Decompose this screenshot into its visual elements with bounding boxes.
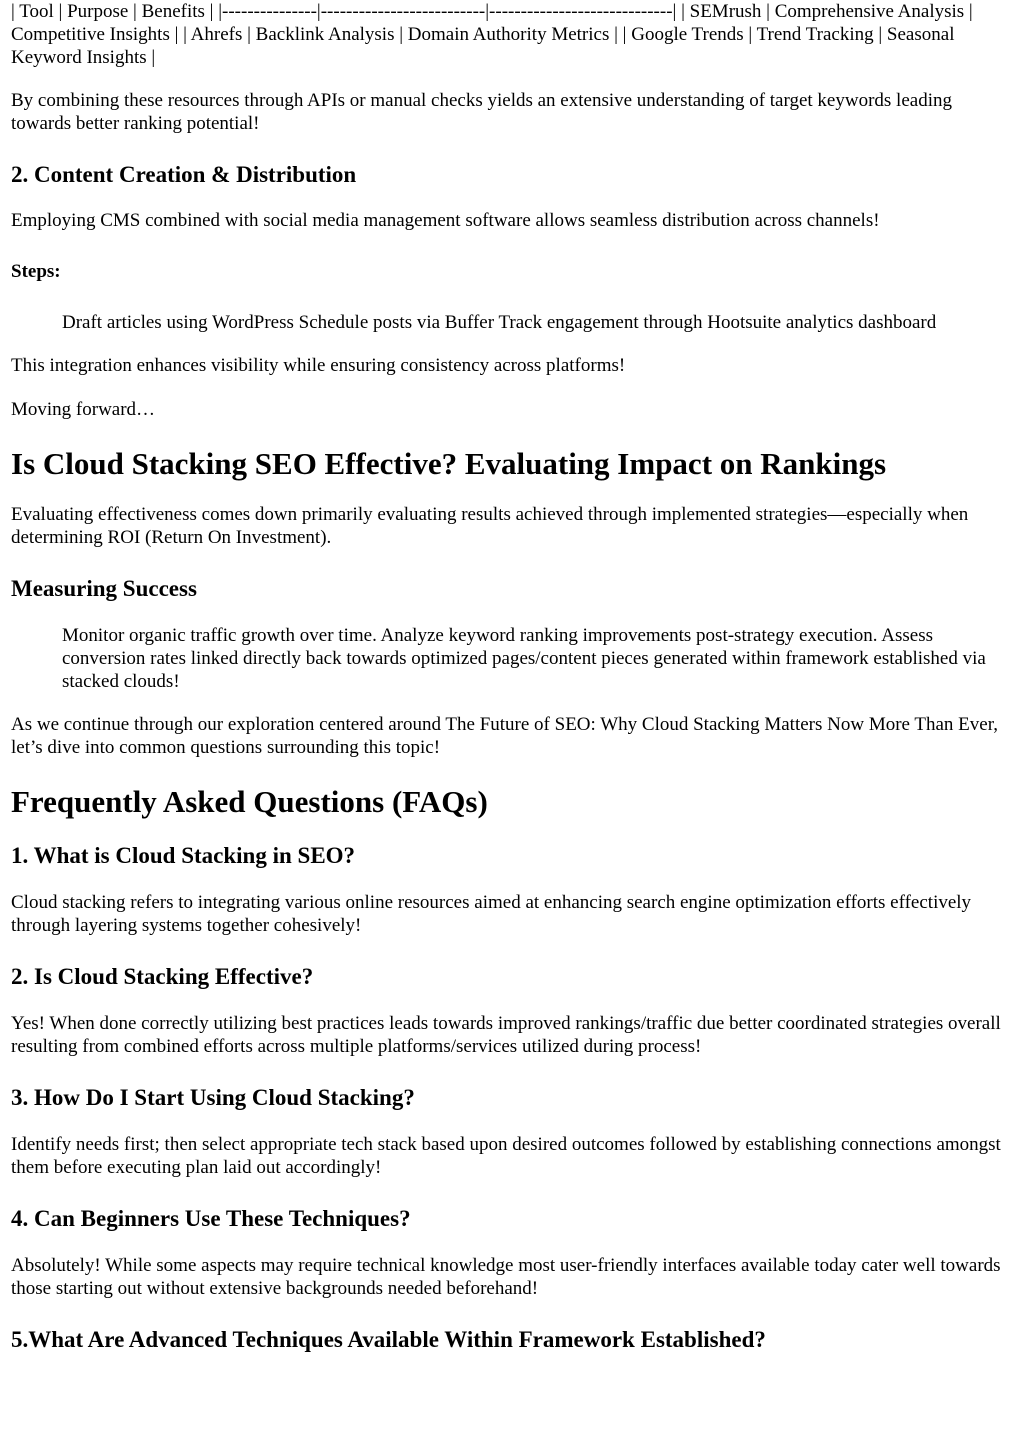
continue-paragraph: As we continue through our exploration centered around The Future of SEO: Why Cloud Stacking Matters Now More Than Ever, let’s dive into common questions surrounding this topic! [11, 714, 999, 758]
faq-answer-3: Identify needs first; then select appropriate tech stack based upon desired outcomes followed by establishing connections amongst them before executing plan laid out accordingly! [11, 1134, 1001, 1178]
steps-text: Draft articles using WordPress Schedule posts via Buffer Track engagement through Hootsuite analytics dashboard [62, 312, 937, 333]
faq-answer-4: Absolutely! While some aspects may require technical knowledge most user-friendly interfaces available today cater well towards those starting out without extensive backgrounds needed beforehand! [11, 1255, 1001, 1299]
content-creation-heading: 2. Content Creation & Distribution [11, 162, 357, 187]
integration-paragraph: This integration enhances visibility while ensuring consistency across platforms! [11, 355, 626, 376]
content-creation-intro: Employing CMS combined with social media management software allows seamless distribution across channels! [11, 210, 880, 231]
raw-markdown-table: | Tool | Purpose | Benefits | |---------------|--------------------------|-----------------------------| | SEMrush | Comprehensive Analysis | Competitive Insights | | Ahrefs | Backlink Analysis | Domain Authority Metrics | | Google Trends | Trend Tracking | Seasonal Keyword Insights | [11, 1, 973, 68]
faq-question-2: 2. Is Cloud Stacking Effective? [11, 964, 314, 989]
faq-question-1: 1. What is Cloud Stacking in SEO? [11, 843, 356, 868]
combining-paragraph: By combining these resources through APIs or manual checks yields an extensive understanding of target keywords leading towards better ranking potential! [11, 90, 952, 134]
faq-answer-1: Cloud stacking refers to integrating various online resources aimed at enhancing search engine optimization efforts effectively through layering systems together cohesively! [11, 892, 972, 936]
measuring-success-text: Monitor organic traffic growth over time. Analyze keyword ranking improvements post-strategy execution. Assess conversion rates linked directly back towards optimized pages/content pieces generated within framework established via stacked clouds! [62, 625, 986, 692]
effective-intro: Evaluating effectiveness comes down primarily evaluating results achieved through implemented strategies—especially when determining ROI (Return On Investment). [11, 504, 969, 548]
steps-label: Steps: [11, 261, 61, 282]
faq-question-4: 4. Can Beginners Use These Techniques? [11, 1206, 411, 1231]
faq-heading: Frequently Asked Questions (FAQs) [11, 784, 488, 819]
moving-forward-paragraph: Moving forward… [11, 399, 156, 420]
measuring-success-heading: Measuring Success [11, 576, 197, 601]
faq-answer-2: Yes! When done correctly utilizing best practices leads towards improved rankings/traffic due better coordinated strategies overall resulting from combined efforts across multiple platforms/services utilized during process! [11, 1013, 1001, 1057]
faq-question-3: 3. How Do I Start Using Cloud Stacking? [11, 1085, 415, 1110]
effective-heading: Is Cloud Stacking SEO Effective? Evaluating Impact on Rankings [11, 446, 887, 481]
faq-question-5: 5.What Are Advanced Techniques Available Within Framework Established? [11, 1327, 766, 1352]
